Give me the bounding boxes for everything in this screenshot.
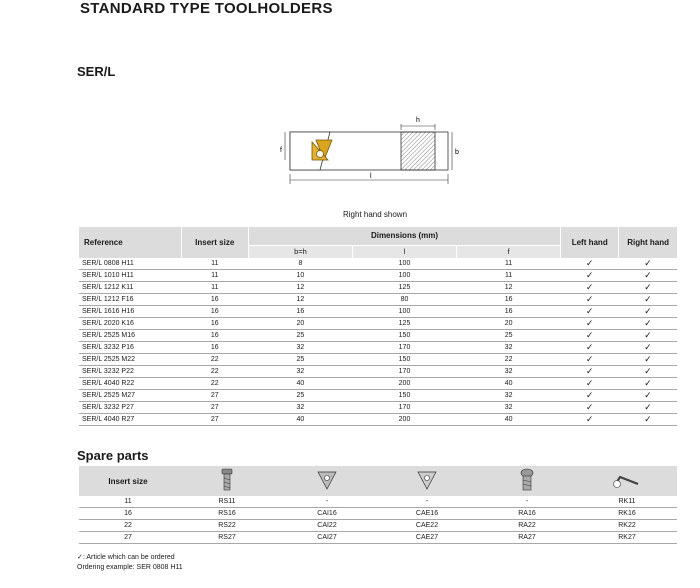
cell-f: 25 (457, 330, 561, 342)
cell-l: 125 (352, 318, 456, 330)
cell-l: 170 (352, 402, 456, 414)
cell-left-hand: ✓ (561, 306, 619, 318)
cell-bh: 25 (248, 390, 352, 402)
cell-f: 32 (457, 402, 561, 414)
spare-cell-c3: CAE22 (377, 520, 477, 532)
cell-ref: SER/L 2525 M27 (79, 390, 181, 402)
spare-cell-c2: CAI22 (277, 520, 377, 532)
cell-ref: SER/L 1212 K11 (79, 282, 181, 294)
clamp-screw-icon (477, 466, 577, 496)
dim-b-label: b (455, 149, 459, 156)
cell-l: 150 (352, 354, 456, 366)
cell-bh: 40 (248, 378, 352, 390)
cell-f: 22 (457, 354, 561, 366)
cell-left-hand: ✓ (561, 258, 619, 270)
cell-bh: 20 (248, 318, 352, 330)
cell-ref: SER/L 3232 P16 (79, 342, 181, 354)
header-f: f (457, 245, 561, 258)
spare-header-insert-size: Insert size (79, 466, 177, 496)
cell-l: 170 (352, 342, 456, 354)
cell-right-hand: ✓ (619, 342, 677, 354)
table-row (79, 378, 677, 390)
section-title: SER/L (77, 64, 116, 79)
cell-bh: 40 (248, 414, 352, 426)
cell-f: 32 (457, 366, 561, 378)
spare-cell-c3: CAE16 (377, 508, 477, 520)
dim-h-label: h (416, 117, 420, 124)
table-row (79, 366, 677, 378)
spare-parts-title: Spare parts (77, 448, 149, 463)
cell-f: 11 (457, 258, 561, 270)
cell-l: 170 (352, 366, 456, 378)
cell-right-hand: ✓ (619, 318, 677, 330)
footnote-example: Ordering example: SER 0808 H11 (77, 563, 183, 571)
header-insert-size: Insert size (181, 227, 248, 258)
cell-ref: SER/L 2525 M16 (79, 330, 181, 342)
cell-f: 40 (457, 378, 561, 390)
spare-cell-c1: RS22 (177, 520, 277, 532)
cell-f: 20 (457, 318, 561, 330)
spare-cell-c5: RK16 (577, 508, 677, 520)
diagram-caption: Right hand shown (342, 210, 408, 219)
header-dimensions: Dimensions (mm) (248, 227, 560, 245)
cell-ref: SER/L 2525 M22 (79, 354, 181, 366)
cell-bh: 32 (248, 366, 352, 378)
cell-right-hand: ✓ (619, 402, 677, 414)
cell-l: 150 (352, 330, 456, 342)
cell-insert-size: 27 (181, 390, 248, 402)
cell-f: 12 (457, 282, 561, 294)
cell-bh: 25 (248, 354, 352, 366)
cell-insert-size: 16 (181, 342, 248, 354)
spare-cell-c1: RS16 (177, 508, 277, 520)
cell-right-hand: ✓ (619, 354, 677, 366)
cell-ref: SER/L 1212 F16 (79, 294, 181, 306)
spare-parts-table (79, 466, 677, 544)
table-row (79, 294, 677, 306)
cell-insert-size: 16 (181, 330, 248, 342)
toolholder-table (79, 227, 677, 426)
cell-right-hand: ✓ (619, 378, 677, 390)
cell-bh: 8 (248, 258, 352, 270)
cell-right-hand: ✓ (619, 390, 677, 402)
shim-screw-icon (377, 466, 477, 496)
cell-bh: 32 (248, 342, 352, 354)
cell-ref: SER/L 3232 P22 (79, 366, 181, 378)
cell-f: 32 (457, 342, 561, 354)
cell-f: 16 (457, 294, 561, 306)
spare-cell-c4: - (477, 496, 577, 508)
table-row (79, 258, 677, 270)
cell-right-hand: ✓ (619, 414, 677, 426)
cell-bh: 12 (248, 282, 352, 294)
header-bh: b=h (248, 245, 352, 258)
footnote-legend: ✓: Article which can be ordered (77, 554, 175, 561)
cell-ref: SER/L 1616 H16 (79, 306, 181, 318)
cell-f: 11 (457, 270, 561, 282)
cell-l: 150 (352, 390, 456, 402)
spare-cell-c5: RK11 (577, 496, 677, 508)
cell-left-hand: ✓ (561, 318, 619, 330)
table-row (79, 390, 677, 402)
cell-insert-size: 11 (181, 270, 248, 282)
spare-cell-size: 27 (79, 532, 177, 544)
spare-row (79, 496, 677, 508)
cell-insert-size: 16 (181, 306, 248, 318)
cell-insert-size: 11 (181, 258, 248, 270)
cell-insert-size: 16 (181, 318, 248, 330)
cell-left-hand: ✓ (561, 330, 619, 342)
cell-right-hand: ✓ (619, 258, 677, 270)
cell-insert-size: 22 (181, 366, 248, 378)
header-l: l (352, 245, 456, 258)
cell-insert-size: 27 (181, 414, 248, 426)
cell-l: 100 (352, 270, 456, 282)
cell-insert-size: 16 (181, 294, 248, 306)
spare-row (79, 532, 677, 544)
cell-left-hand: ✓ (561, 390, 619, 402)
cell-f: 40 (457, 414, 561, 426)
table-row (79, 402, 677, 414)
cell-left-hand: ✓ (561, 402, 619, 414)
cell-insert-size: 27 (181, 402, 248, 414)
table-row (79, 306, 677, 318)
table-row (79, 414, 677, 426)
cell-bh: 32 (248, 402, 352, 414)
spare-cell-c2: CAI27 (277, 532, 377, 544)
cell-f: 16 (457, 306, 561, 318)
cell-ref: SER/L 2020 K16 (79, 318, 181, 330)
cell-f: 32 (457, 390, 561, 402)
spare-cell-c1: RS11 (177, 496, 277, 508)
cell-left-hand: ✓ (561, 354, 619, 366)
shim-icon (277, 466, 377, 496)
spare-cell-c2: - (277, 496, 377, 508)
spare-cell-c5: RK22 (577, 520, 677, 532)
cell-l: 100 (352, 258, 456, 270)
spare-row (79, 520, 677, 532)
cell-insert-size: 11 (181, 282, 248, 294)
cell-ref: SER/L 0808 H11 (79, 258, 181, 270)
cell-ref: SER/L 4040 R27 (79, 414, 181, 426)
spare-cell-size: 11 (79, 496, 177, 508)
cell-right-hand: ✓ (619, 282, 677, 294)
cell-l: 80 (352, 294, 456, 306)
cell-left-hand: ✓ (561, 366, 619, 378)
cell-l: 200 (352, 378, 456, 390)
spare-cell-c5: RK27 (577, 532, 677, 544)
cell-bh: 25 (248, 330, 352, 342)
cell-left-hand: ✓ (561, 414, 619, 426)
cell-left-hand: ✓ (561, 342, 619, 354)
spare-cell-c4: RA16 (477, 508, 577, 520)
cell-left-hand: ✓ (561, 282, 619, 294)
cell-left-hand: ✓ (561, 294, 619, 306)
cell-insert-size: 22 (181, 354, 248, 366)
spare-cell-size: 22 (79, 520, 177, 532)
toolholder-diagram (280, 112, 460, 192)
cell-left-hand: ✓ (561, 378, 619, 390)
cell-right-hand: ✓ (619, 306, 677, 318)
cell-left-hand: ✓ (561, 270, 619, 282)
table-row (79, 282, 677, 294)
spare-cell-c3: CAE27 (377, 532, 477, 544)
cell-ref: SER/L 1010 H11 (79, 270, 181, 282)
table-row (79, 342, 677, 354)
screw-icon (177, 466, 277, 496)
header-right-hand: Right hand (619, 227, 677, 258)
header-left-hand: Left hand (561, 227, 619, 258)
table-row (79, 330, 677, 342)
table-row (79, 270, 677, 282)
cell-insert-size: 22 (181, 378, 248, 390)
header-reference: Reference (79, 227, 181, 258)
cell-right-hand: ✓ (619, 366, 677, 378)
cell-l: 125 (352, 282, 456, 294)
spare-cell-c2: CAI16 (277, 508, 377, 520)
table-row (79, 354, 677, 366)
cell-bh: 12 (248, 294, 352, 306)
table-row (79, 318, 677, 330)
cell-right-hand: ✓ (619, 270, 677, 282)
spare-cell-c1: RS27 (177, 532, 277, 544)
cell-l: 100 (352, 306, 456, 318)
cell-ref: SER/L 4040 R22 (79, 378, 181, 390)
spare-cell-c4: RA27 (477, 532, 577, 544)
spare-row (79, 508, 677, 520)
cell-ref: SER/L 3232 P27 (79, 402, 181, 414)
hex-key-icon (577, 466, 677, 496)
footnote (77, 553, 183, 572)
cell-right-hand: ✓ (619, 294, 677, 306)
page-title: STANDARD TYPE TOOLHOLDERS (80, 0, 333, 17)
spare-cell-size: 16 (79, 508, 177, 520)
cell-bh: 10 (248, 270, 352, 282)
dim-f-label: f (280, 147, 282, 154)
cell-l: 200 (352, 414, 456, 426)
dim-l-label: l (370, 173, 372, 180)
cell-right-hand: ✓ (619, 330, 677, 342)
cell-bh: 16 (248, 306, 352, 318)
spare-cell-c4: RA22 (477, 520, 577, 532)
spare-cell-c3: - (377, 496, 477, 508)
